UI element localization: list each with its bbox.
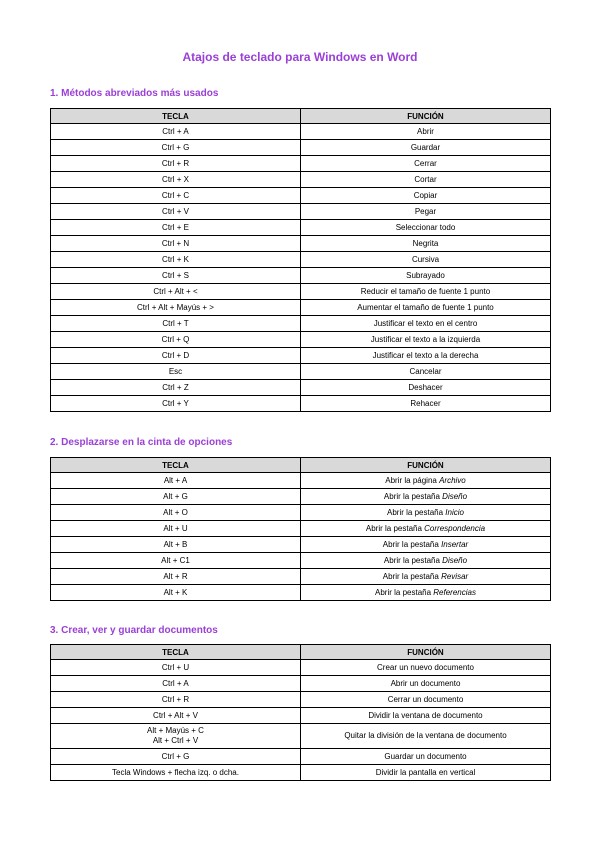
function-text: Abrir la pestaña [383,492,443,501]
table-row [51,284,551,300]
table-row [51,749,551,765]
function-cell [301,473,551,489]
table-row [51,505,551,521]
key-cell: Ctrl + E [51,220,301,236]
table-row [51,236,551,252]
key-cell: Ctrl + R [51,156,301,172]
table-header-row [51,645,551,660]
shortcuts-table-2 [50,457,551,601]
key-cell: Ctrl + K [51,252,301,268]
key-cell: Ctrl + Z [51,380,301,396]
function-cell: Seleccionar todo [301,220,551,236]
table-row [51,316,551,332]
function-cell [301,521,551,537]
function-cell [301,585,551,601]
function-cell: Cerrar un documento [301,692,551,708]
function-cell: Cancelar [301,364,551,380]
key-cell: Ctrl + U [51,660,301,676]
tab-name: Referencias [433,588,476,597]
tab-name: Revisar [441,572,469,581]
key-cell: Ctrl + C [51,188,301,204]
table-row [51,708,551,724]
table-row [51,521,551,537]
function-cell: Abrir un documento [301,676,551,692]
function-text: Abrir la pestaña [375,588,434,597]
function-cell [301,537,551,553]
table-row [51,765,551,781]
function-cell: Cursiva [301,252,551,268]
function-cell: Reducir el tamaño de fuente 1 punto [301,284,551,300]
table-row [51,332,551,348]
key-cell: Alt + R [51,569,301,585]
column-header-tecla: TECLA [51,109,301,124]
table-row [51,660,551,676]
key-line-1: Alt + Mayús + C [147,726,204,735]
function-cell [301,505,551,521]
function-cell: Justificar el texto a la derecha [301,348,551,364]
column-header-funcion: FUNCIÓN [301,458,551,473]
function-cell: Quitar la división de la ventana de documento [301,724,551,749]
column-header-tecla: TECLA [51,645,301,660]
function-text: Abrir la pestaña [382,540,442,549]
table-row [51,724,551,749]
key-cell: Ctrl + Q [51,332,301,348]
function-text: Abrir la pestaña [383,556,443,565]
key-cell: Alt + A [51,473,301,489]
key-cell: Alt + B [51,537,301,553]
function-cell: Guardar [301,140,551,156]
table-row [51,172,551,188]
table-row [51,585,551,601]
tab-name: Archivo [439,476,466,485]
key-cell: Ctrl + T [51,316,301,332]
shortcuts-table-3 [50,644,551,781]
table-row [51,489,551,505]
table-row [51,692,551,708]
function-text: Abrir la pestaña [387,508,446,517]
function-text: Abrir la pestaña [365,524,425,533]
function-cell: Guardar un documento [301,749,551,765]
key-cell: Alt + C1 [51,553,301,569]
table-row [51,204,551,220]
table-header-row [51,109,551,124]
function-text: Abrir la página [385,476,440,485]
key-cell: Ctrl + V [51,204,301,220]
function-cell: Deshacer [301,380,551,396]
key-cell: Alt + G [51,489,301,505]
key-cell: Ctrl + G [51,749,301,765]
table-row [51,220,551,236]
function-cell: Dividir la ventana de documento [301,708,551,724]
tab-name: Correspondencia [424,524,486,533]
section-heading-2: 2. Desplazarse en la cinta de opciones [50,437,233,448]
table-row [51,140,551,156]
function-cell: Pegar [301,204,551,220]
key-cell: Ctrl + Alt + V [51,708,301,724]
table-row [51,156,551,172]
key-cell: Ctrl + X [51,172,301,188]
key-cell: Alt + K [51,585,301,601]
function-cell: Justificar el texto a la izquierda [301,332,551,348]
column-header-funcion: FUNCIÓN [301,109,551,124]
key-cell: Alt + U [51,521,301,537]
function-cell [301,553,551,569]
table-row [51,473,551,489]
table-row [51,676,551,692]
table-row [51,553,551,569]
table-row [51,380,551,396]
key-cell: Ctrl + R [51,692,301,708]
key-cell: Ctrl + Alt + Mayús + > [51,300,301,316]
function-cell [301,489,551,505]
key-cell: Esc [51,364,301,380]
key-cell: Ctrl + A [51,676,301,692]
function-cell [301,569,551,585]
function-cell: Subrayado [301,268,551,284]
table-row [51,396,551,412]
function-cell: Cortar [301,172,551,188]
table-row [51,569,551,585]
function-cell: Abrir [301,124,551,140]
tab-name: Inicio [445,508,464,517]
tab-name: Diseño [442,556,468,565]
table-row [51,268,551,284]
key-cell: Tecla Windows + flecha izq. o dcha. [51,765,301,781]
table-row [51,124,551,140]
function-cell: Copiar [301,188,551,204]
key-cell: Ctrl + A [51,124,301,140]
key-cell: Alt + O [51,505,301,521]
table-row [51,300,551,316]
tab-name: Diseño [442,492,468,501]
key-cell: Ctrl + Y [51,396,301,412]
function-cell: Rehacer [301,396,551,412]
key-cell: Ctrl + N [51,236,301,252]
column-header-funcion: FUNCIÓN [301,645,551,660]
key-line-2: Alt + Ctrl + V [152,736,199,745]
key-cell: Ctrl + D [51,348,301,364]
function-cell: Dividir la pantalla en vertical [301,765,551,781]
page-title: Atajos de teclado para Windows en Word [182,50,418,64]
key-cell: Ctrl + G [51,140,301,156]
table-row [51,364,551,380]
key-cell: Ctrl + Alt + < [51,284,301,300]
function-text: Abrir la pestaña [382,572,442,581]
tab-name: Insertar [441,540,469,549]
column-header-tecla: TECLA [51,458,301,473]
table-row [51,252,551,268]
table-header-row [51,458,551,473]
section-heading-1: 1. Métodos abreviados más usados [50,88,219,99]
function-cell: Cerrar [301,156,551,172]
shortcuts-table-1 [50,108,551,412]
table-row [51,348,551,364]
table-row [51,537,551,553]
key-cell: Ctrl + S [51,268,301,284]
table-row [51,188,551,204]
function-cell: Aumentar el tamaño de fuente 1 punto [301,300,551,316]
function-cell: Negrita [301,236,551,252]
function-cell: Justificar el texto en el centro [301,316,551,332]
section-heading-3: 3. Crear, ver y guardar documentos [50,625,218,636]
function-cell: Crear un nuevo documento [301,660,551,676]
key-cell [51,724,301,749]
